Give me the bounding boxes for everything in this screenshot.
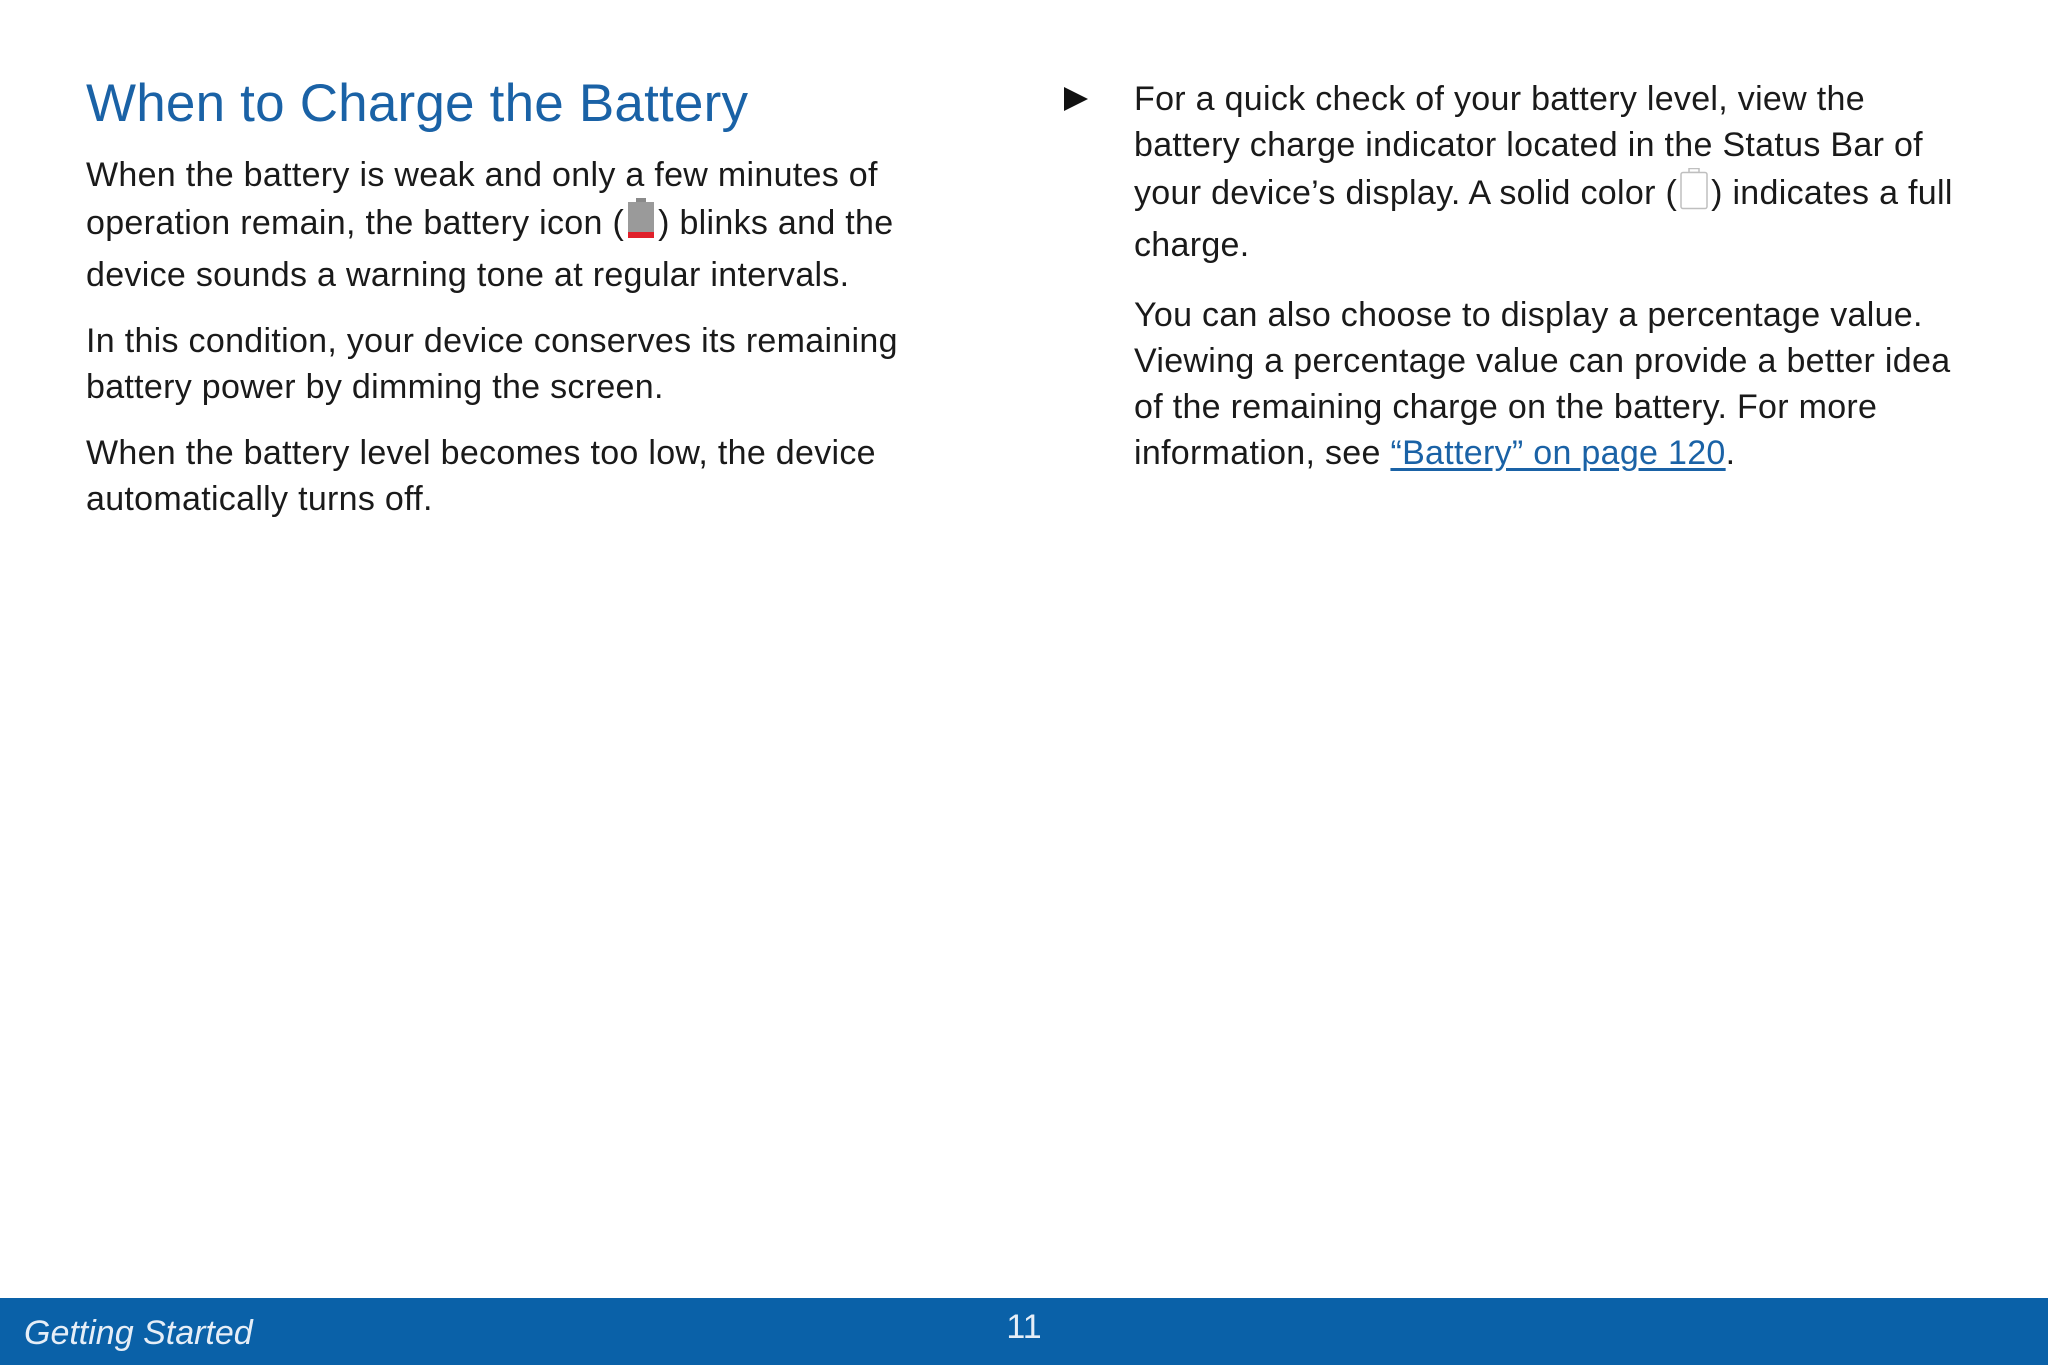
percentage-text: You can also choose to display a percentage value. Viewing a percentage value can provide a better idea of the remaining charge on the battery. For more information, see: [1134, 296, 1951, 472]
battery-page-link[interactable]: “Battery” on page 120: [1390, 434, 1726, 472]
percentage-paragraph: [1062, 292, 1962, 476]
section-title: When to Charge the Battery: [86, 74, 749, 133]
footer-section-name: Getting Started: [24, 1314, 253, 1352]
low-battery-text-end: ) blinks and the device sounds a warning tone at regular intervals.: [86, 204, 894, 294]
footer-bar: [0, 1298, 2048, 1365]
bullet-arrow-icon: [1062, 84, 1090, 114]
left-column: [86, 72, 986, 522]
battery-check-paragraph: [1134, 76, 1962, 268]
right-column: [1062, 72, 1962, 476]
full-battery-icon: [1679, 168, 1709, 222]
conserve-paragraph: In this condition, your device conserves its remaining battery power by dimming the screen.: [86, 322, 898, 406]
percentage-text-end: .: [1725, 434, 1736, 472]
page-number: 11: [1006, 1308, 1042, 1346]
turns-off-paragraph: When the battery level becomes too low, the device automatically turns off.: [86, 434, 876, 518]
battery-check-text-start: For a quick check of your battery level, view the battery charge indicator located in the Status Bar of your device’s display. A solid color (: [1134, 80, 1923, 212]
battery-check-text-end: ) indicates a full charge.: [1134, 174, 1953, 264]
low-battery-paragraph: [86, 152, 986, 298]
bullet-item: [1062, 76, 1962, 268]
low-battery-text-start: When the battery is weak and only a few minutes of operation remain, the battery icon (: [86, 156, 878, 242]
low-battery-icon: [626, 198, 656, 252]
